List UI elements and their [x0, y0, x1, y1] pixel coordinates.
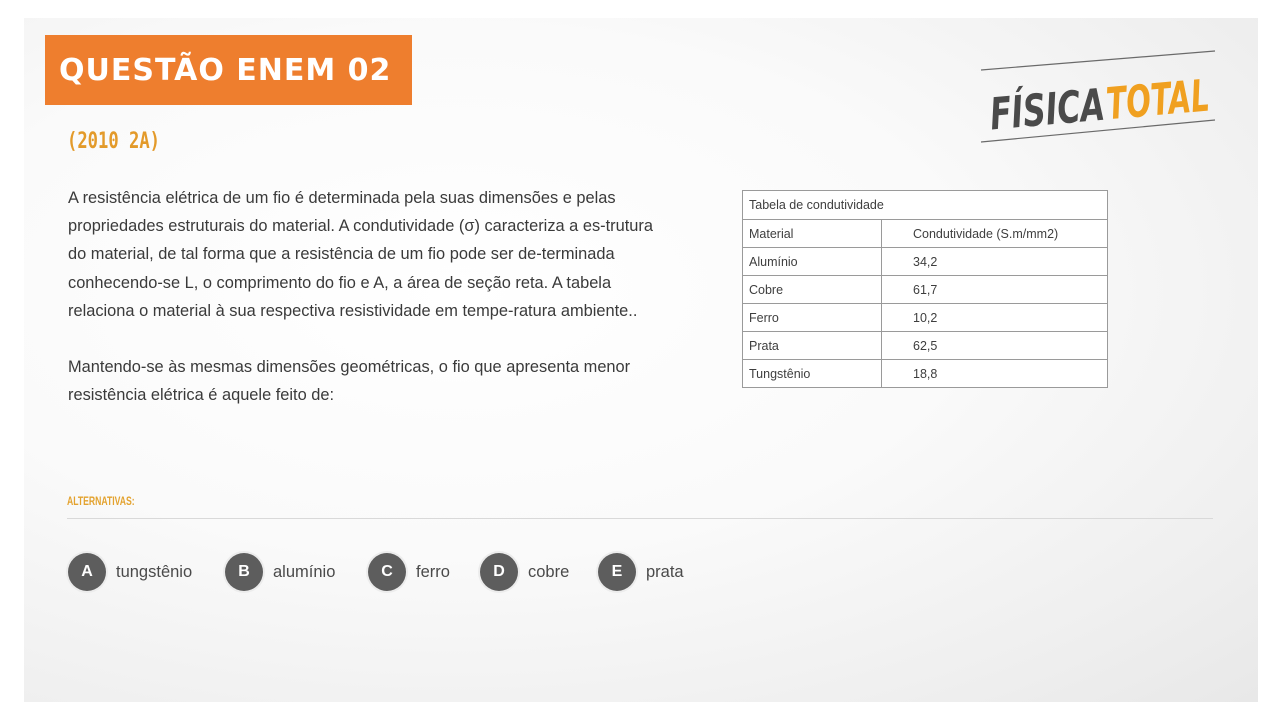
- question-prompt: Mantendo-se às mesmas dimensões geométricas, o fio que apresenta menor resistência elétrica é aquele feito de:: [68, 358, 631, 405]
- option-text[interactable]: alumínio: [273, 562, 336, 581]
- table-cell-value: 61,7: [882, 276, 1108, 304]
- option-text[interactable]: tungstênio: [116, 562, 193, 581]
- table-header-row: [743, 220, 1108, 248]
- logo-text-fisica: FÍSICA: [987, 75, 1153, 141]
- option-text[interactable]: ferro: [416, 562, 450, 581]
- logo-top-line: [981, 51, 1215, 70]
- alternatives-label: ALTERNATIVAS:: [67, 494, 135, 508]
- table-cell-material: Cobre: [743, 276, 882, 304]
- table-row: [743, 360, 1108, 388]
- title-banner: [45, 35, 412, 105]
- conductivity-table-wrapper: [742, 190, 1108, 388]
- option-a[interactable]: [68, 553, 225, 591]
- slide: [24, 18, 1265, 702]
- option-e[interactable]: [598, 553, 708, 591]
- conductivity-table: [742, 190, 1108, 388]
- option-letter-badge[interactable]: C: [368, 553, 406, 591]
- alternatives-divider: [67, 518, 1213, 519]
- table-cell-value: 18,8: [882, 360, 1108, 388]
- table-cell-material: Tungstênio: [743, 360, 882, 388]
- question-year: (2010 2A): [67, 129, 160, 154]
- option-letter-badge[interactable]: E: [598, 553, 636, 591]
- option-letter-badge[interactable]: B: [225, 553, 263, 591]
- option-c[interactable]: [368, 553, 480, 591]
- option-b[interactable]: [225, 553, 368, 591]
- option-d[interactable]: [480, 553, 598, 591]
- table-header-conductivity: Condutividade (S.m/mm2): [882, 220, 1108, 248]
- logo-text-total: TOTAL: [1104, 65, 1265, 131]
- table-cell-value: 62,5: [882, 332, 1108, 360]
- table-header-material: Material: [743, 220, 882, 248]
- option-letter-badge[interactable]: D: [480, 553, 518, 591]
- question-paragraph: A resistência elétrica de um fio é determinada pela suas dimensões e pelas propriedades estruturais do material. A condutividade (σ) caracteriza a es-trutura do material, de tal forma que a resistência de um fio pode ser de-terminada conhecendo-se L, o comprimento do fio e A, a área de seção reta. A tabela relaciona o material à sua respectiva resistividade em tempe-ratura ambiente..: [68, 189, 653, 320]
- table-row: [743, 248, 1108, 276]
- table-cell-value: 34,2: [882, 248, 1108, 276]
- option-text[interactable]: cobre: [528, 562, 570, 581]
- option-text[interactable]: prata: [646, 562, 684, 581]
- table-cell-material: Alumínio: [743, 248, 882, 276]
- question-body: [68, 184, 668, 409]
- table-cell-material: Ferro: [743, 304, 882, 332]
- table-caption: Tabela de condutividade: [743, 191, 1108, 220]
- table-cell-value: 10,2: [882, 304, 1108, 332]
- table-row: [743, 276, 1108, 304]
- alternatives-list: [68, 553, 708, 591]
- table-row: [743, 304, 1108, 332]
- fisica-total-logo: [979, 48, 1265, 148]
- page-title: QUESTÃO ENEM 02: [59, 52, 392, 88]
- option-letter-badge[interactable]: A: [68, 553, 106, 591]
- table-cell-material: Prata: [743, 332, 882, 360]
- table-row: [743, 332, 1108, 360]
